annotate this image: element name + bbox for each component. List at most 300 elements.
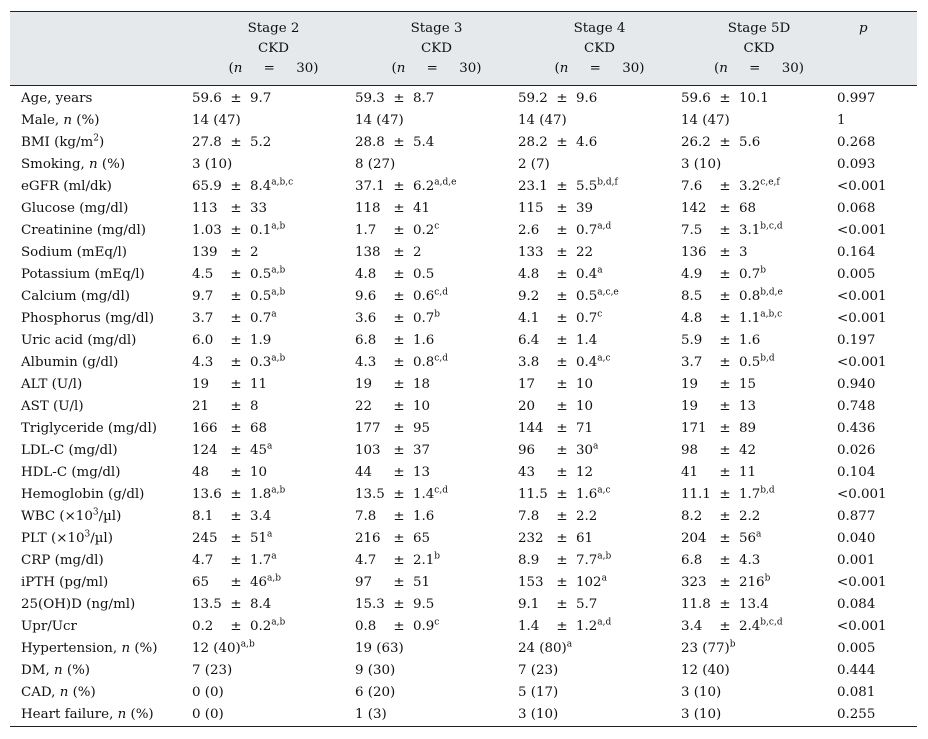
value-cell bbox=[355, 176, 518, 198]
sd-value: 5.6 bbox=[739, 135, 761, 150]
mean-value: 166 bbox=[192, 421, 218, 436]
table-row bbox=[10, 286, 917, 308]
mean-value: 21 bbox=[192, 399, 210, 414]
mean-value: 65.9 bbox=[192, 179, 222, 194]
row-label-text: Glucose (mg/dl) bbox=[21, 201, 129, 216]
row-label bbox=[10, 418, 192, 440]
header-stage-label: Stage 3 bbox=[410, 21, 463, 36]
sd-value: 216 bbox=[739, 575, 765, 590]
header-n-symbol: n bbox=[559, 61, 569, 76]
plus-minus-sign: ± bbox=[393, 553, 405, 568]
count-value: 3 (10) bbox=[518, 707, 559, 722]
value-cell bbox=[518, 352, 681, 374]
mean-value: 4.8 bbox=[518, 267, 540, 282]
plus-minus-sign: ± bbox=[230, 531, 242, 546]
count-value: 8 (27) bbox=[355, 157, 396, 172]
table-row bbox=[10, 220, 917, 242]
value-cell bbox=[192, 462, 355, 484]
p-value-cell: 0.436 bbox=[837, 421, 876, 436]
row-label-text: ALT (U/l) bbox=[21, 377, 83, 392]
mean-value: 118 bbox=[355, 201, 381, 216]
sd-value: 39 bbox=[576, 201, 594, 216]
count-value: 19 (63) bbox=[355, 641, 404, 656]
significance-superscript: c,d bbox=[434, 287, 448, 298]
significance-superscript: b bbox=[760, 265, 767, 276]
mean-value: 19 bbox=[192, 377, 210, 392]
value-cell bbox=[518, 660, 681, 682]
mean-value: 23.1 bbox=[518, 179, 548, 194]
table-row bbox=[10, 572, 917, 594]
count-value: 14 (47) bbox=[192, 113, 241, 128]
sd-value: 3.1 bbox=[739, 223, 761, 238]
value-cell bbox=[681, 308, 837, 330]
significance-superscript: a,b bbox=[271, 617, 286, 628]
row-label-text: Potassium (mEq/l) bbox=[21, 267, 145, 282]
table-row bbox=[10, 528, 917, 550]
value-cell bbox=[681, 286, 837, 308]
value-cell bbox=[192, 198, 355, 220]
significance-superscript: c,d bbox=[434, 353, 448, 364]
plus-minus-sign: ± bbox=[719, 201, 731, 216]
mean-value: 4.8 bbox=[681, 311, 703, 326]
value-cell bbox=[192, 264, 355, 286]
row-label-suffix: (%) bbox=[68, 685, 96, 700]
value-cell bbox=[518, 286, 681, 308]
value-cell bbox=[355, 594, 518, 616]
sd-value: 1.6 bbox=[413, 333, 435, 348]
mean-value: 13.5 bbox=[192, 597, 222, 612]
row-label bbox=[10, 594, 192, 616]
mean-value: 1.4 bbox=[518, 619, 540, 634]
mean-value: 7.5 bbox=[681, 223, 703, 238]
significance-superscript: b,c,d bbox=[760, 221, 783, 232]
value-cell bbox=[681, 132, 837, 154]
sd-value: 0.2 bbox=[413, 223, 435, 238]
value-cell bbox=[355, 352, 518, 374]
value-cell bbox=[355, 484, 518, 506]
mean-value: 9.7 bbox=[192, 289, 214, 304]
count-value: 3 (10) bbox=[681, 685, 722, 700]
row-label bbox=[10, 242, 192, 264]
row-label-text: HDL-C (mg/dl) bbox=[21, 465, 121, 480]
plus-minus-sign: ± bbox=[719, 333, 731, 348]
plus-minus-sign: ± bbox=[719, 289, 731, 304]
plus-minus-sign: ± bbox=[393, 179, 405, 194]
value-cell bbox=[518, 308, 681, 330]
plus-minus-sign: ± bbox=[393, 619, 405, 634]
value-cell bbox=[192, 528, 355, 550]
value-cell bbox=[192, 440, 355, 462]
plus-minus-sign: ± bbox=[230, 201, 242, 216]
plus-minus-sign: ± bbox=[393, 355, 405, 370]
mean-value: 22 bbox=[355, 399, 373, 414]
p-value-cell: 0.444 bbox=[837, 663, 876, 678]
sd-value: 61 bbox=[576, 531, 594, 546]
value-cell bbox=[355, 198, 518, 220]
sd-value: 1.6 bbox=[413, 509, 435, 524]
row-label bbox=[10, 176, 192, 198]
mean-value: 3.7 bbox=[192, 311, 214, 326]
plus-minus-sign: ± bbox=[719, 377, 731, 392]
row-label-superscript: 3 bbox=[92, 507, 99, 518]
plus-minus-sign: ± bbox=[556, 245, 568, 260]
count-value: 9 (30) bbox=[355, 663, 396, 678]
sd-value: 37 bbox=[413, 443, 431, 458]
sd-value: 9.5 bbox=[413, 597, 435, 612]
sd-value: 18 bbox=[413, 377, 431, 392]
sd-value: 1.9 bbox=[250, 333, 272, 348]
header-n-value: 30 bbox=[459, 61, 477, 76]
mean-value: 4.3 bbox=[192, 355, 214, 370]
mean-value: 13.6 bbox=[192, 487, 222, 502]
significance-superscript: b bbox=[764, 573, 771, 584]
sd-value: 68 bbox=[739, 201, 757, 216]
p-value-cell: 0.877 bbox=[837, 509, 876, 524]
row-label bbox=[10, 396, 192, 418]
p-value-cell: <0.001 bbox=[837, 575, 887, 590]
row-label-text: Hemoglobin (g/dl) bbox=[21, 487, 145, 502]
significance-superscript: b,d bbox=[760, 353, 775, 364]
mean-value: 1.7 bbox=[355, 223, 377, 238]
mean-value: 6.8 bbox=[681, 553, 703, 568]
mean-value: 3.6 bbox=[355, 311, 377, 326]
row-label bbox=[10, 638, 192, 660]
value-cell bbox=[192, 660, 355, 682]
significance-superscript: a,d bbox=[597, 221, 612, 232]
value-cell bbox=[518, 682, 681, 704]
sd-value: 0.5 bbox=[413, 267, 435, 282]
row-label-superscript: 3 bbox=[84, 529, 91, 540]
row-label bbox=[10, 704, 192, 727]
header-ckd-label: CKD bbox=[258, 41, 289, 56]
plus-minus-sign: ± bbox=[393, 289, 405, 304]
value-cell bbox=[518, 440, 681, 462]
value-cell bbox=[681, 176, 837, 198]
sd-value: 10 bbox=[250, 465, 268, 480]
sd-value: 0.8 bbox=[739, 289, 761, 304]
plus-minus-sign: ± bbox=[556, 619, 568, 634]
mean-value: 4.5 bbox=[192, 267, 214, 282]
row-label-suffix: (%) bbox=[72, 113, 100, 128]
value-cell bbox=[355, 154, 518, 176]
mean-value: 4.7 bbox=[192, 553, 214, 568]
sd-value: 8.4 bbox=[250, 597, 272, 612]
table-row bbox=[10, 396, 917, 418]
mean-value: 44 bbox=[355, 465, 373, 480]
plus-minus-sign: ± bbox=[230, 443, 242, 458]
plus-minus-sign: ± bbox=[230, 289, 242, 304]
plus-minus-sign: ± bbox=[230, 421, 242, 436]
plus-minus-sign: ± bbox=[556, 443, 568, 458]
mean-value: 96 bbox=[518, 443, 536, 458]
row-label bbox=[10, 374, 192, 396]
plus-minus-sign: ± bbox=[393, 597, 405, 612]
value-cell bbox=[518, 506, 681, 528]
value-cell bbox=[192, 572, 355, 594]
mean-value: 139 bbox=[192, 245, 218, 260]
sd-value: 0.5 bbox=[739, 355, 761, 370]
value-cell bbox=[355, 506, 518, 528]
plus-minus-sign: ± bbox=[556, 597, 568, 612]
table-row bbox=[10, 154, 917, 176]
value-cell bbox=[681, 484, 837, 506]
value-cell bbox=[518, 572, 681, 594]
sd-value: 2 bbox=[250, 245, 259, 260]
table-row bbox=[10, 682, 917, 704]
header-stage-4 bbox=[518, 12, 681, 86]
plus-minus-sign: ± bbox=[556, 575, 568, 590]
mean-value: 59.3 bbox=[355, 91, 385, 106]
sd-value: 51 bbox=[250, 531, 268, 546]
mean-value: 17 bbox=[518, 377, 536, 392]
significance-superscript: b bbox=[434, 309, 441, 320]
row-label-suffix: (%) bbox=[130, 641, 158, 656]
value-cell bbox=[518, 154, 681, 176]
value-cell bbox=[192, 110, 355, 132]
header-ckd-label: CKD bbox=[743, 41, 775, 56]
table-header bbox=[10, 12, 917, 86]
significance-superscript: a,c,e bbox=[597, 287, 619, 298]
table-row bbox=[10, 308, 917, 330]
sd-value: 13.4 bbox=[739, 597, 769, 612]
sd-value: 2 bbox=[413, 245, 422, 260]
value-cell bbox=[355, 220, 518, 242]
p-value-cell: 0.040 bbox=[837, 531, 876, 546]
value-cell bbox=[192, 86, 355, 111]
table-row bbox=[10, 660, 917, 682]
significance-superscript: a bbox=[756, 529, 762, 540]
value-cell bbox=[355, 440, 518, 462]
table-row bbox=[10, 242, 917, 264]
value-cell bbox=[355, 396, 518, 418]
value-cell bbox=[681, 330, 837, 352]
mean-value: 136 bbox=[681, 245, 707, 260]
row-label-text: Creatinine (mg/dl) bbox=[21, 223, 147, 238]
plus-minus-sign: ± bbox=[230, 245, 242, 260]
significance-superscript: a,c bbox=[597, 485, 611, 496]
value-cell bbox=[518, 264, 681, 286]
p-value-cell: <0.001 bbox=[837, 289, 887, 304]
plus-minus-sign: ± bbox=[556, 333, 568, 348]
value-cell bbox=[355, 242, 518, 264]
count-value: 7 (23) bbox=[518, 663, 559, 678]
mean-value: 4.9 bbox=[681, 267, 703, 282]
value-cell bbox=[681, 264, 837, 286]
row-label-italic: n bbox=[89, 157, 98, 172]
count-value: 5 (17) bbox=[518, 685, 559, 700]
count-value: 3 (10) bbox=[192, 157, 233, 172]
value-cell bbox=[681, 660, 837, 682]
plus-minus-sign: ± bbox=[556, 289, 568, 304]
sd-value: 0.7 bbox=[413, 311, 435, 326]
row-label-suffix: ) bbox=[98, 135, 105, 150]
sd-value: 8.7 bbox=[413, 91, 435, 106]
header-n-line: (n = 30) bbox=[714, 61, 804, 76]
sd-value: 15 bbox=[739, 377, 757, 392]
value-cell bbox=[518, 704, 681, 727]
p-value-cell: 0.255 bbox=[837, 704, 917, 727]
sd-value: 0.7 bbox=[739, 267, 761, 282]
significance-superscript: a,b bbox=[597, 551, 612, 562]
sd-value: 51 bbox=[413, 575, 431, 590]
mean-value: 232 bbox=[518, 531, 544, 546]
row-label-text: Upr/Ucr bbox=[21, 619, 77, 634]
sd-value: 7.7 bbox=[576, 553, 598, 568]
sd-value: 30 bbox=[576, 443, 594, 458]
plus-minus-sign: ± bbox=[719, 531, 731, 546]
plus-minus-sign: ± bbox=[556, 311, 568, 326]
mean-value: 28.8 bbox=[355, 135, 385, 150]
sd-value: 5.2 bbox=[250, 135, 272, 150]
mean-value: 7.8 bbox=[518, 509, 540, 524]
table-row bbox=[10, 418, 917, 440]
value-cell bbox=[192, 330, 355, 352]
value-cell bbox=[681, 418, 837, 440]
sd-value: 1.4 bbox=[413, 487, 435, 502]
value-cell bbox=[681, 682, 837, 704]
header-n-symbol: n bbox=[396, 61, 406, 76]
value-cell bbox=[192, 616, 355, 638]
sd-value: 0.4 bbox=[576, 267, 598, 282]
significance-superscript: a,b bbox=[271, 353, 286, 364]
sd-value: 0.2 bbox=[250, 619, 272, 634]
value-cell bbox=[518, 176, 681, 198]
sd-value: 12 bbox=[576, 465, 594, 480]
sd-value: 3 bbox=[739, 245, 748, 260]
plus-minus-sign: ± bbox=[556, 355, 568, 370]
row-label-text: Sodium (mEq/l) bbox=[21, 245, 127, 260]
value-cell bbox=[518, 86, 681, 111]
significance-superscript: b,c,d bbox=[760, 617, 783, 628]
p-value-cell: 0.268 bbox=[837, 135, 876, 150]
mean-value: 11.8 bbox=[681, 597, 711, 612]
count-value: 23 (77) bbox=[681, 641, 730, 656]
plus-minus-sign: ± bbox=[230, 553, 242, 568]
value-cell bbox=[681, 550, 837, 572]
p-value-cell: 0.026 bbox=[837, 443, 876, 458]
mean-value: 27.8 bbox=[192, 135, 222, 150]
header-eq: = bbox=[589, 61, 601, 76]
value-cell bbox=[681, 86, 837, 111]
sd-value: 65 bbox=[413, 531, 431, 546]
header-stage-label: Stage 5D bbox=[727, 21, 791, 36]
plus-minus-sign: ± bbox=[230, 619, 242, 634]
significance-superscript: b,d,f bbox=[597, 177, 618, 188]
plus-minus-sign: ± bbox=[230, 135, 242, 150]
plus-minus-sign: ± bbox=[719, 421, 731, 436]
sd-value: 5.7 bbox=[576, 597, 598, 612]
sd-value: 0.7 bbox=[250, 311, 272, 326]
mean-value: 97 bbox=[355, 575, 373, 590]
row-label-text: Age, years bbox=[21, 91, 93, 106]
table-body bbox=[10, 86, 917, 727]
value-cell bbox=[355, 110, 518, 132]
plus-minus-sign: ± bbox=[393, 421, 405, 436]
value-cell bbox=[355, 660, 518, 682]
mean-value: 11.1 bbox=[681, 487, 711, 502]
value-cell bbox=[355, 638, 518, 660]
plus-minus-sign: ± bbox=[230, 223, 242, 238]
mean-value: 204 bbox=[681, 531, 707, 546]
plus-minus-sign: ± bbox=[393, 509, 405, 524]
table-row bbox=[10, 594, 917, 616]
row-label-text: Hypertension, bbox=[21, 641, 122, 656]
plus-minus-sign: ± bbox=[556, 135, 568, 150]
value-cell bbox=[355, 264, 518, 286]
mean-value: 245 bbox=[192, 531, 218, 546]
row-label bbox=[10, 132, 192, 154]
value-cell bbox=[681, 704, 837, 727]
sd-value: 0.1 bbox=[250, 223, 272, 238]
row-label-italic: n bbox=[121, 641, 131, 656]
row-label-text: Smoking, bbox=[21, 157, 90, 172]
significance-superscript: c bbox=[434, 617, 440, 628]
header-n-symbol: n bbox=[719, 61, 728, 76]
value-cell bbox=[681, 220, 837, 242]
mean-value: 59.2 bbox=[518, 91, 548, 106]
row-label-text: eGFR (ml/dk) bbox=[21, 179, 112, 194]
significance-superscript: a bbox=[601, 573, 607, 584]
plus-minus-sign: ± bbox=[230, 575, 242, 590]
row-label bbox=[10, 682, 192, 704]
header-ckd-label: CKD bbox=[421, 41, 452, 56]
header-stage-2 bbox=[192, 12, 355, 86]
value-cell bbox=[681, 198, 837, 220]
value-cell bbox=[681, 638, 837, 660]
table-row bbox=[10, 86, 917, 111]
mean-value: 3.4 bbox=[681, 619, 703, 634]
significance-superscript: a,b,c bbox=[760, 309, 783, 320]
plus-minus-sign: ± bbox=[230, 333, 242, 348]
value-cell bbox=[518, 110, 681, 132]
value-cell bbox=[355, 704, 518, 727]
plus-minus-sign: ± bbox=[719, 179, 731, 194]
plus-minus-sign: ± bbox=[393, 333, 405, 348]
table-row bbox=[10, 506, 917, 528]
row-label-suffix: /µl) bbox=[98, 509, 122, 524]
header-eq: = bbox=[263, 61, 275, 76]
row-label-text: Heart failure, bbox=[21, 707, 118, 722]
count-value: 3 (10) bbox=[681, 707, 722, 722]
value-cell bbox=[192, 506, 355, 528]
sd-value: 3.4 bbox=[250, 509, 272, 524]
row-label-text: WBC (×10 bbox=[21, 509, 93, 524]
value-cell bbox=[355, 616, 518, 638]
plus-minus-sign: ± bbox=[230, 465, 242, 480]
plus-minus-sign: ± bbox=[719, 91, 731, 106]
header-eq: = bbox=[426, 61, 438, 76]
sd-value: 0.6 bbox=[413, 289, 435, 304]
table-row bbox=[10, 550, 917, 572]
count-value: 0 (0) bbox=[192, 685, 224, 700]
table-row bbox=[10, 440, 917, 462]
value-cell bbox=[192, 704, 355, 727]
sd-value: 9.7 bbox=[250, 91, 272, 106]
mean-value: 4.8 bbox=[355, 267, 377, 282]
mean-value: 15.3 bbox=[355, 597, 385, 612]
count-value: 14 (47) bbox=[681, 113, 730, 128]
mean-value: 48 bbox=[192, 465, 210, 480]
plus-minus-sign: ± bbox=[230, 597, 242, 612]
sd-value: 2.2 bbox=[739, 509, 761, 524]
sd-value: 0.7 bbox=[576, 311, 598, 326]
value-cell bbox=[681, 506, 837, 528]
value-cell bbox=[192, 132, 355, 154]
plus-minus-sign: ± bbox=[393, 311, 405, 326]
row-label bbox=[10, 352, 192, 374]
value-cell bbox=[192, 220, 355, 242]
header-stage-label: Stage 4 bbox=[573, 21, 626, 36]
